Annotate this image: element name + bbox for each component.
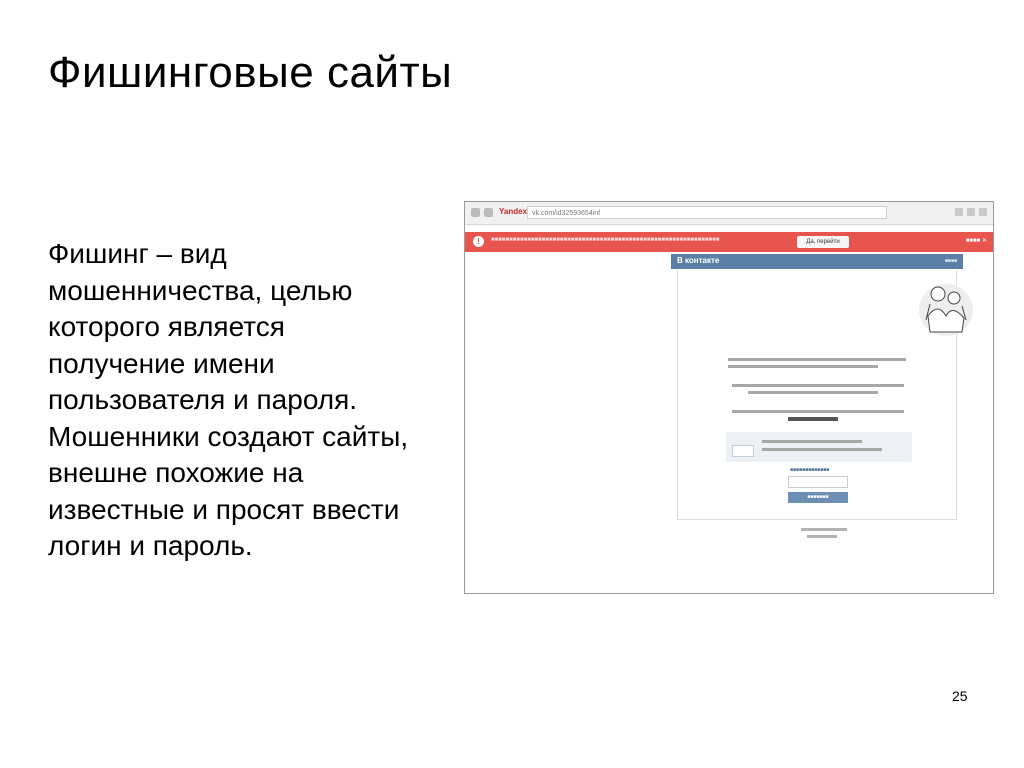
vk-exit-link: ■■■■: [944, 258, 957, 264]
mobile-phone-label: ■■■■■■■■■■■■■: [790, 467, 830, 473]
body-line: Мошенники создают сайты,: [48, 420, 409, 452]
phishing-site-screenshot: [464, 201, 994, 594]
body-line: Фишинг – вид: [48, 238, 227, 269]
close-icon: [979, 208, 987, 216]
warning-close-icon: ■■■■ ✕: [965, 238, 987, 244]
vk-fake-card: [677, 270, 957, 520]
slide-body-text: [48, 236, 448, 565]
vk-header: [671, 254, 963, 269]
maximize-icon: [967, 208, 975, 216]
browser-logo: Yandex: [499, 207, 528, 216]
mobile-phone-input: [788, 476, 848, 488]
body-line: получение имени: [48, 347, 275, 379]
phone-code-input: [732, 445, 754, 457]
vk-logo: В контакте: [677, 256, 720, 265]
phishing-warning-bar: [465, 232, 993, 252]
body-line: мошенничества, целью: [48, 274, 353, 306]
body-line: пользователя и пароля.: [48, 384, 358, 415]
warning-text: ■■■■■■■■■■■■■■■■■■■■■■■■■■■■■■■■■■■■■■■■■■■■■■■■■■■■■■■■■■■■■■■: [491, 237, 720, 243]
forward-icon: [484, 208, 493, 217]
phone-info-box: [726, 432, 912, 462]
body-line: внешне похожие на: [48, 457, 304, 488]
warning-icon: !: [473, 236, 484, 247]
browser-toolbar: [465, 202, 993, 225]
body-line: которого является: [48, 311, 285, 342]
back-icon: [471, 208, 480, 217]
page-number: 25: [952, 688, 968, 704]
address-bar: vk.com/id32593654inf: [527, 206, 887, 219]
send-button: ■■■■■■■: [788, 492, 848, 503]
body-line: известные и просят ввести: [48, 493, 400, 525]
body-line: логин и пароль.: [48, 530, 253, 561]
slide-title: Фишинговые сайты: [48, 48, 453, 97]
cartoon-illustration: [916, 276, 976, 338]
warning-proceed-button: Да, перейти: [797, 236, 849, 248]
minimize-icon: [955, 208, 963, 216]
